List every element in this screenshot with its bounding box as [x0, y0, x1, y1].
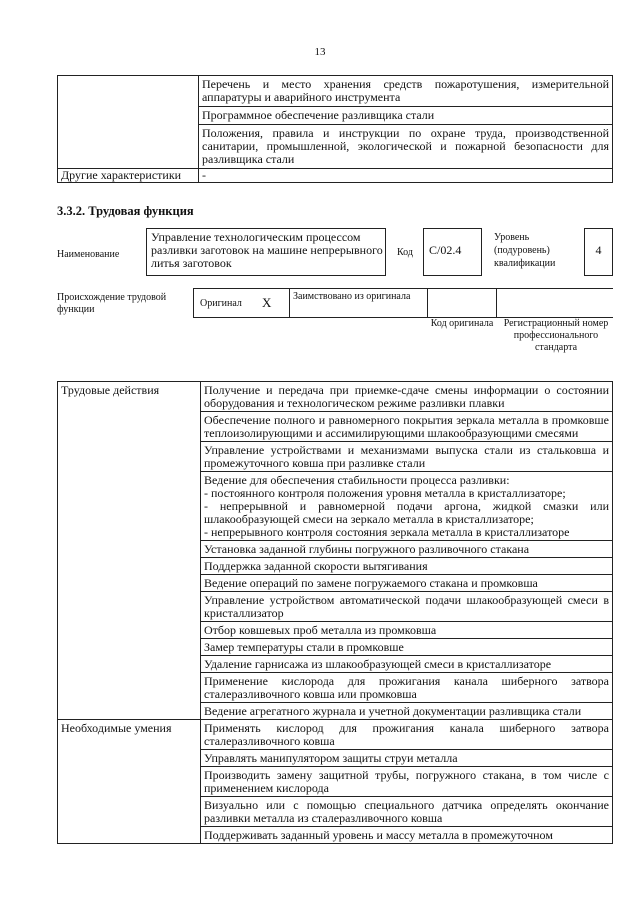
- row-text: Поддержка заданной скорости вытягивания: [201, 558, 613, 575]
- labor-function-table: [57, 381, 613, 844]
- table-row: [58, 169, 613, 183]
- level-value: 4: [595, 243, 602, 257]
- divider: [289, 288, 290, 318]
- row-text: Обеспечение полного и равномерного покрытия зеркала металла в промковше теплоизолирующими и ассимилирующими шлакообразующими смесями: [201, 412, 613, 442]
- row-text: Ведение для обеспечения стабильности процесса разливки: - постоянного контроля положения уровня металла в кристаллизаторе; - непрерывной и равномерной подачи аргона, жидкой смазки или шлакообразующей смеси на зеркало металла в кристаллизаторе; - непрерывного контроля состояния зеркала металла в кристаллизаторе: [201, 472, 613, 541]
- name-label: Наименование: [57, 249, 120, 260]
- registration-caption: Регистрационный номер профессионального стандарта: [503, 318, 609, 353]
- level-label: Уровень (подуровень) квалификации: [494, 232, 556, 269]
- table-row: [58, 382, 613, 412]
- row-text: Визуально или с помощью специального датчика определять окончание разливки металла из сталеразливочного ковша: [201, 797, 613, 827]
- level-box: [584, 228, 613, 276]
- row-text: Ведение агрегатного журнала и учетной документации разливщика стали: [201, 703, 613, 720]
- code-value: C/02.4: [429, 243, 462, 257]
- row-text: Отбор ковшевых проб металла из промковша: [201, 622, 613, 639]
- other-characteristics-value: -: [199, 169, 613, 183]
- code-caption: Код оригинала: [430, 318, 494, 329]
- table-row: [58, 125, 613, 169]
- row-text: Управление устройством автоматической подачи шлакообразующей смеси в кристаллизатор: [201, 592, 613, 622]
- row-label: [58, 107, 199, 125]
- labor-actions-label: Трудовые действия: [58, 382, 201, 720]
- row-text: Положения, правила и инструкции по охране труда, производственной санитарии, промышленной, экологической и пожарной безопасности для разливщика стали: [199, 125, 613, 169]
- row-text: Управлять манипулятором защиты струи металла: [201, 750, 613, 767]
- continued-requirements-table: [57, 75, 613, 183]
- row-text: Программное обеспечение разливщика стали: [199, 107, 613, 125]
- other-characteristics-label: Другие характеристики: [58, 169, 199, 183]
- origin-label: Происхождение трудовой функции: [57, 292, 167, 315]
- code-label: Код: [397, 247, 413, 258]
- function-name-box: [146, 228, 386, 276]
- table-row: [58, 720, 613, 750]
- row-text: Поддерживать заданный уровень и массу металла в промежуточном: [201, 827, 613, 844]
- divider: [427, 288, 428, 318]
- row-label: [58, 125, 199, 169]
- function-name-value: Управление технологическим процессом разливки заготовок на машине непрерывного литья заготовок: [151, 230, 383, 270]
- original-mark: X: [262, 295, 272, 310]
- row-text: Применение кислорода для прожигания канала шиберного затвора сталеразливочного ковша или промковша: [201, 673, 613, 703]
- divider: [496, 288, 497, 318]
- row-label: [58, 76, 199, 107]
- row-text: Замер температуры стали в промковше: [201, 639, 613, 656]
- row-text: Ведение операций по замене погружаемого стакана и промковша: [201, 575, 613, 592]
- code-box: [423, 228, 482, 276]
- row-text: Установка заданной глубины погружного разливочного стакана: [201, 541, 613, 558]
- row-text: Применять кислород для прожигания канала шиберного затвора сталеразливочного ковша: [201, 720, 613, 750]
- row-text: Перечень и место хранения средств пожаротушения, измерительной аппаратуры и аварийного инструмента: [199, 76, 613, 107]
- borrowed-label: Заимствовано из оригинала: [293, 291, 411, 302]
- row-text: Управление устройствами и механизмами выпуска стали из стальковша и промежуточного ковша при разливке стали: [201, 442, 613, 472]
- table-row: [58, 76, 613, 107]
- page-number: 13: [314, 46, 326, 58]
- section-heading: 3.3.2. Трудовая функция: [57, 204, 194, 218]
- table-row: [58, 107, 613, 125]
- row-text: Удаление гарнисажа из шлакообразующей смеси в кристаллизаторе: [201, 656, 613, 673]
- original-label: Оригинал: [200, 298, 242, 309]
- row-text: Производить замену защитной трубы, погружного стакана, в том числе с применением кислорода: [201, 767, 613, 797]
- required-skills-label: Необходимые умения: [58, 720, 201, 844]
- row-text: Получение и передача при приемке-сдаче смены информации о состоянии оборудования и технологическом режиме разливки плавки: [201, 382, 613, 412]
